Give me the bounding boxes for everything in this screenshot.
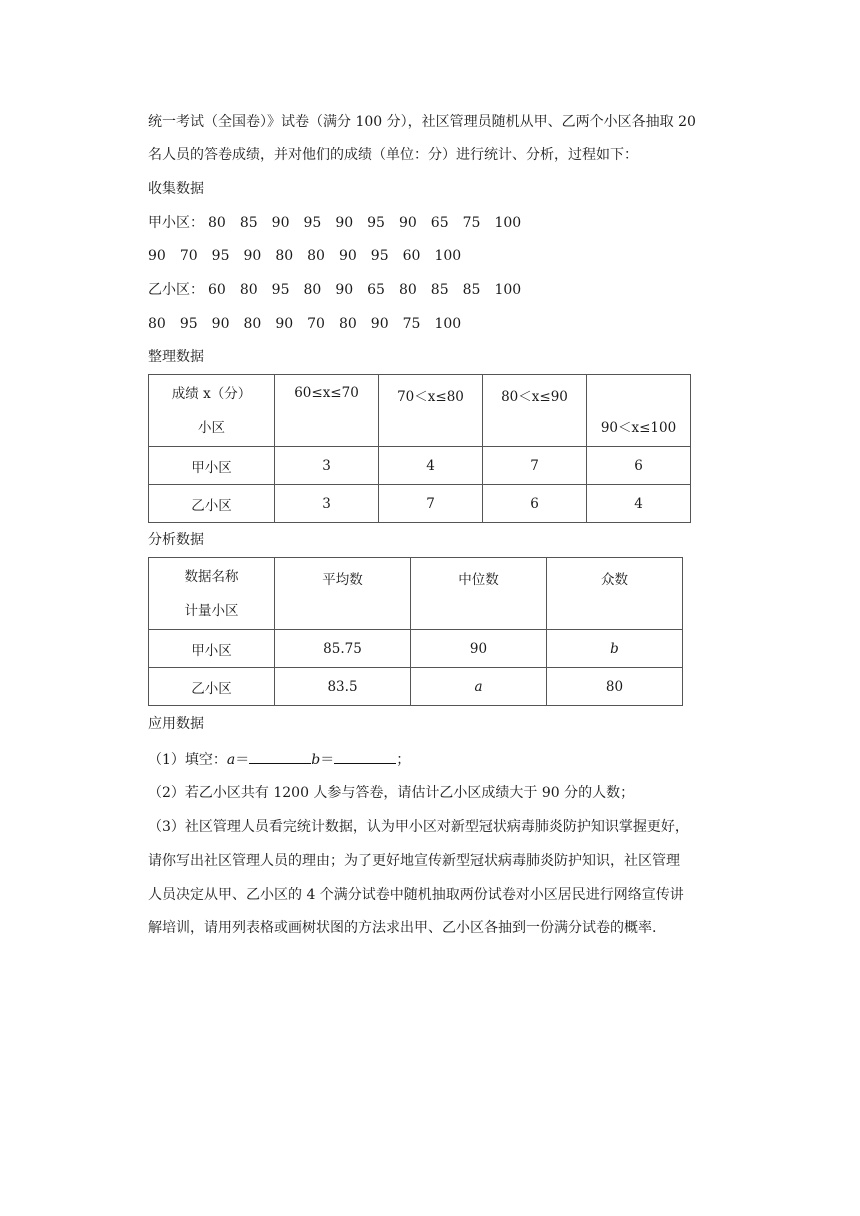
table-row	[149, 485, 691, 523]
data-value: 90	[148, 248, 166, 264]
data-value: 80	[307, 248, 325, 264]
data-value: 70	[307, 316, 325, 332]
row-label: 甲小区	[149, 630, 275, 668]
organize-heading: 整理数据	[148, 349, 204, 365]
table-row	[149, 447, 691, 485]
column-header: 平均数	[275, 558, 411, 630]
yi-data-row-2	[148, 314, 475, 334]
data-value: 70	[179, 248, 198, 264]
yi-data-row-1	[148, 280, 535, 300]
data-value: 85	[430, 282, 449, 298]
data-value: 90	[243, 248, 262, 264]
statistics-table	[148, 557, 683, 706]
data-value: 75	[462, 215, 481, 231]
table-row	[149, 668, 683, 706]
data-value: 100	[494, 282, 522, 298]
data-value: 90	[275, 316, 294, 332]
data-value: 80	[243, 316, 262, 332]
table-cell: 3	[275, 447, 379, 485]
data-value: 60	[402, 248, 421, 264]
table-cell: 6	[587, 447, 691, 485]
table-cell: a	[411, 668, 547, 706]
data-value: 95	[179, 316, 198, 332]
answer-blank-a[interactable]	[249, 749, 311, 764]
variable-b: b	[311, 752, 321, 768]
data-value: 75	[402, 316, 421, 332]
data-value: 85	[462, 282, 481, 298]
row-label: 甲小区	[149, 447, 275, 485]
data-value: 80	[275, 248, 294, 264]
data-value: 80	[208, 215, 226, 231]
question-2: （2）若乙小区共有 1200 人参与答卷，请估计乙小区成绩大于 90 分的人数；	[148, 785, 635, 801]
table-cell: 83.5	[275, 668, 411, 706]
jia-data-row-2	[148, 246, 475, 266]
intro-line-1: 统一考试（全国卷）》试卷（满分 100 分），社区管理员随机从甲、乙两个小区各抽取 20	[148, 114, 696, 130]
data-value: 100	[434, 248, 462, 264]
data-value: 65	[367, 282, 385, 298]
data-value: 95	[271, 282, 290, 298]
question-3-line-3: 人员决定从甲、乙小区的 4 个满分试卷中随机抽取两份试卷对小区居民进行网络宣传讲	[148, 887, 684, 903]
data-value: 80	[239, 282, 258, 298]
collect-heading: 收集数据	[148, 181, 204, 197]
row-label: 乙小区	[149, 668, 275, 706]
data-value: 90	[211, 316, 230, 332]
question-3-line-1: （3）社区管理人员看完统计数据，认为甲小区对新型冠状病毒肺炎防护知识掌握更好，	[148, 819, 689, 835]
frequency-header-top: 成绩 x（分）	[171, 385, 252, 402]
data-value: 95	[211, 248, 230, 264]
data-value: 80	[303, 282, 322, 298]
table-cell: b	[547, 630, 683, 668]
analyze-heading: 分析数据	[148, 532, 204, 548]
equals-sign: ＝	[235, 752, 250, 768]
statistics-header-cell	[149, 558, 275, 630]
table-cell: 7	[379, 485, 483, 523]
intro-line-2: 名人员的答卷成绩，并对他们的成绩（单位：分）进行统计、分析，过程如下：	[148, 147, 638, 163]
table-cell: 4	[587, 485, 691, 523]
range-header: 60≤x≤70	[275, 375, 379, 447]
column-header: 中位数	[411, 558, 547, 630]
data-value: 65	[430, 215, 449, 231]
frequency-table	[148, 374, 691, 523]
question-3-line-2: 请你写出社区管理人员的理由；为了更好地宣传新型冠状病毒肺炎防护知识，社区管理	[148, 853, 680, 869]
data-value: 100	[434, 316, 462, 332]
jia-label: 甲小区：	[148, 215, 204, 231]
table-cell: 6	[483, 485, 587, 523]
frequency-header-cell	[149, 375, 275, 447]
statistics-header-top: 数据名称	[184, 568, 239, 585]
table-cell: 85.75	[275, 630, 411, 668]
range-header: 70＜x≤80	[379, 375, 483, 447]
table-cell: 4	[379, 447, 483, 485]
data-value: 90	[370, 316, 389, 332]
yi-label: 乙小区：	[148, 282, 204, 298]
data-value: 90	[335, 282, 354, 298]
data-value: 90	[398, 215, 417, 231]
frequency-header-bottom: 小区	[198, 419, 225, 436]
apply-heading: 应用数据	[148, 716, 204, 732]
table-cell: 3	[275, 485, 379, 523]
data-value: 95	[303, 215, 322, 231]
question-1-prefix: （1）填空：	[148, 752, 227, 768]
equals-sign: ＝	[320, 752, 335, 768]
variable-a: a	[226, 752, 236, 768]
range-header: 90＜x≤100	[587, 375, 691, 447]
semicolon: ；	[396, 752, 411, 768]
data-value: 60	[208, 282, 226, 298]
column-header: 众数	[547, 558, 683, 630]
table-cell: 90	[411, 630, 547, 668]
table-row	[149, 630, 683, 668]
data-value: 80	[338, 316, 357, 332]
jia-data-row-1	[148, 213, 535, 233]
table-cell: 7	[483, 447, 587, 485]
table-cell: 80	[547, 668, 683, 706]
question-3-line-4: 解培训，请用列表格或画树状图的方法求出甲、乙小区各抽到一份满分试卷的概率.	[148, 920, 657, 936]
data-value: 90	[335, 215, 354, 231]
data-value: 95	[370, 248, 389, 264]
row-label: 乙小区	[149, 485, 275, 523]
data-value: 80	[148, 316, 166, 332]
range-header: 80＜x≤90	[483, 375, 587, 447]
data-value: 100	[494, 215, 522, 231]
data-value: 90	[271, 215, 290, 231]
statistics-header-bottom: 计量小区	[184, 602, 239, 619]
data-value: 80	[398, 282, 417, 298]
data-value: 90	[338, 248, 357, 264]
answer-blank-b[interactable]	[334, 749, 396, 764]
question-1	[148, 749, 410, 770]
data-value: 85	[239, 215, 258, 231]
data-value: 95	[367, 215, 385, 231]
